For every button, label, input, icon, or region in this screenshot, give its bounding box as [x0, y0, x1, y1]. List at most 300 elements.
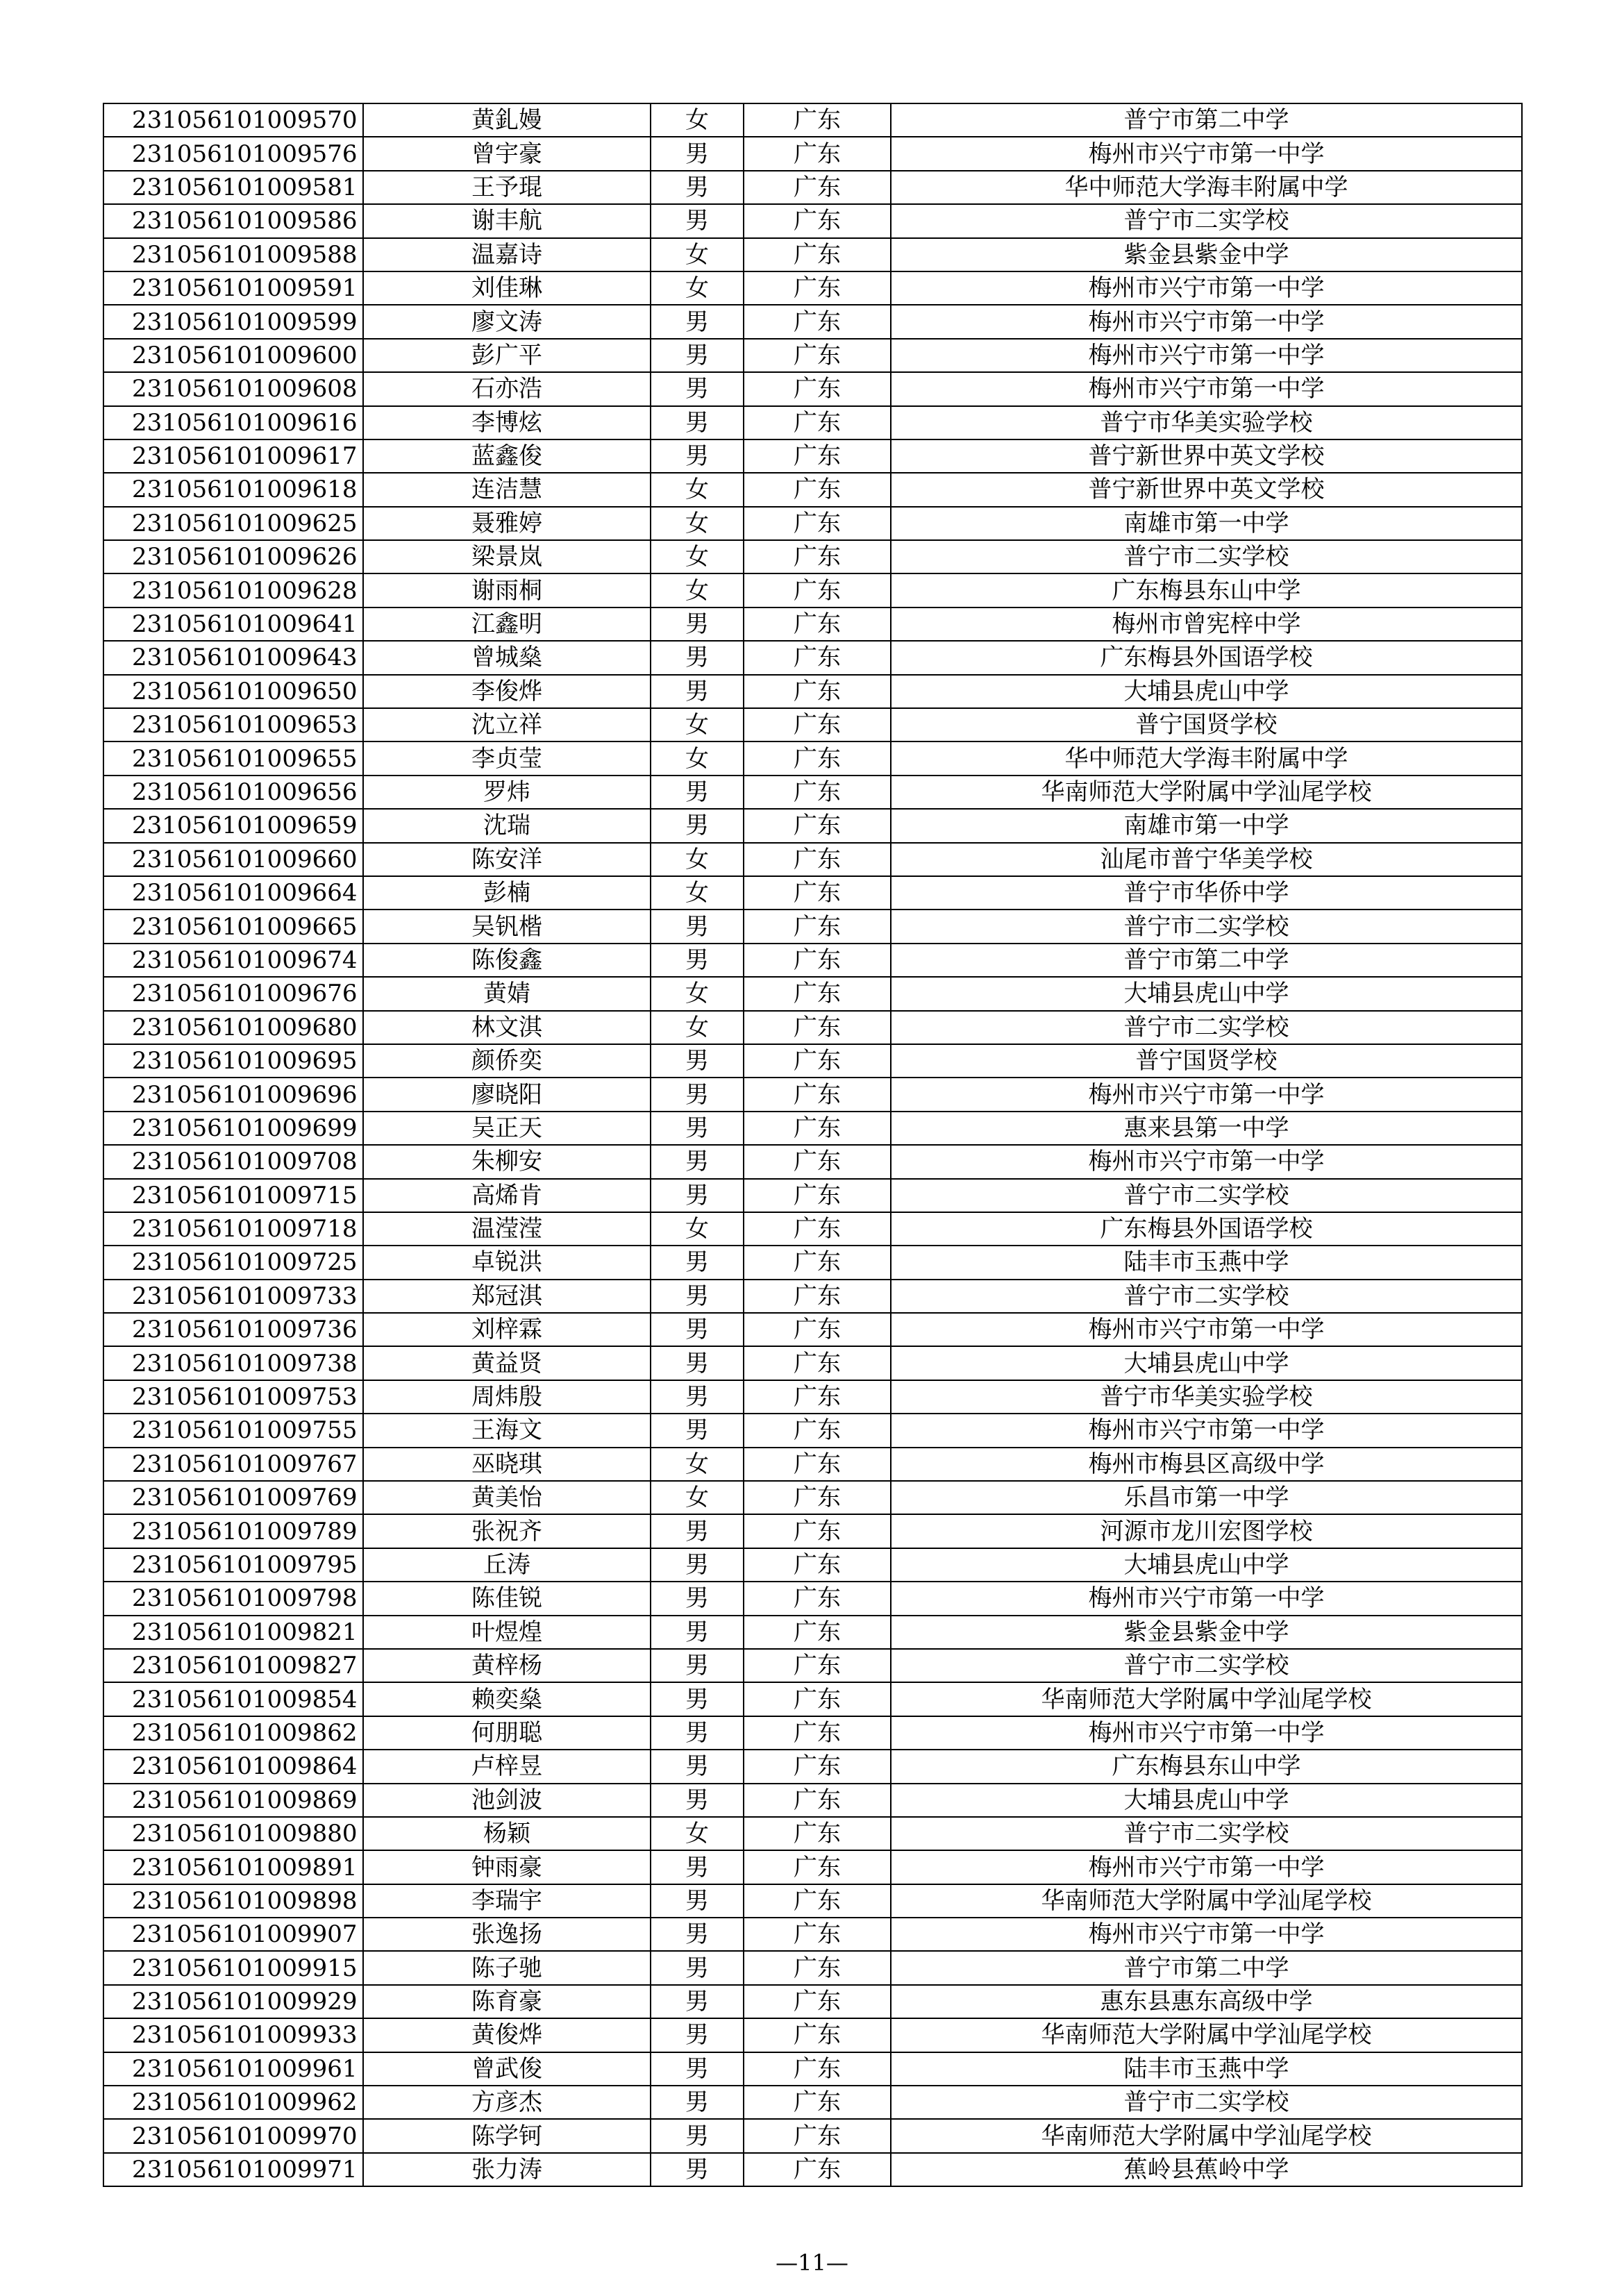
exam-id-cell: 231056101009676	[103, 977, 363, 1010]
exam-id-cell: 231056101009660	[103, 843, 363, 876]
gender-cell: 女	[651, 1212, 744, 1246]
table-row	[103, 1078, 1522, 1111]
province-cell: 广东	[744, 1044, 891, 1078]
gender-cell: 男	[651, 2153, 744, 2186]
table-row	[103, 776, 1522, 809]
province-cell: 广东	[744, 238, 891, 271]
name-cell: 彭广平	[363, 339, 651, 372]
school-cell: 普宁市华美实验学校	[891, 1380, 1522, 1414]
name-cell: 李贞莹	[363, 741, 651, 775]
name-cell: 温滢滢	[363, 1212, 651, 1246]
province-cell: 广东	[744, 1784, 891, 1817]
exam-id-cell: 231056101009616	[103, 406, 363, 439]
province-cell: 广东	[744, 1481, 891, 1514]
exam-id-cell: 231056101009971	[103, 2153, 363, 2186]
exam-id-cell: 231056101009576	[103, 137, 363, 170]
table-row	[103, 809, 1522, 842]
name-cell: 张逸扬	[363, 1918, 651, 1951]
school-cell: 普宁市华美实验学校	[891, 406, 1522, 439]
exam-id-cell: 231056101009880	[103, 1817, 363, 1850]
table-row	[103, 1784, 1522, 1817]
name-cell: 杨颖	[363, 1817, 651, 1850]
school-cell: 普宁市二实学校	[891, 1817, 1522, 1850]
name-cell: 吴钒楷	[363, 910, 651, 943]
school-cell: 紫金县紫金中学	[891, 1616, 1522, 1649]
name-cell: 廖文涛	[363, 305, 651, 338]
gender-cell: 男	[651, 1514, 744, 1548]
gender-cell: 男	[651, 2119, 744, 2152]
province-cell: 广东	[744, 507, 891, 540]
province-cell: 广东	[744, 271, 891, 305]
table-row	[103, 1750, 1522, 1783]
exam-id-cell: 231056101009715	[103, 1179, 363, 1212]
province-cell: 广东	[744, 809, 891, 842]
school-cell: 普宁市华侨中学	[891, 876, 1522, 910]
table-row	[103, 1246, 1522, 1279]
gender-cell: 男	[651, 607, 744, 641]
exam-id-cell: 231056101009915	[103, 1951, 363, 1984]
table-row	[103, 1414, 1522, 1447]
school-cell: 普宁市第二中学	[891, 103, 1522, 137]
table-row	[103, 473, 1522, 506]
table-row	[103, 1649, 1522, 1682]
gender-cell: 女	[651, 843, 744, 876]
table-row	[103, 406, 1522, 439]
province-cell: 广东	[744, 876, 891, 910]
gender-cell: 男	[651, 1346, 744, 1380]
table-row	[103, 2086, 1522, 2119]
exam-id-cell: 231056101009864	[103, 1750, 363, 1783]
gender-cell: 男	[651, 305, 744, 338]
gender-cell: 男	[651, 2018, 744, 2052]
exam-id-cell: 231056101009718	[103, 1212, 363, 1246]
gender-cell: 男	[651, 2052, 744, 2086]
province-cell: 广东	[744, 1616, 891, 1649]
table-row	[103, 675, 1522, 708]
school-cell: 普宁市二实学校	[891, 1649, 1522, 1682]
table-row	[103, 271, 1522, 305]
name-cell: 陈学钶	[363, 2119, 651, 2152]
school-cell: 华南师范大学附属中学汕尾学校	[891, 1682, 1522, 1716]
name-cell: 丘涛	[363, 1548, 651, 1582]
school-cell: 普宁市二实学校	[891, 540, 1522, 573]
table-row	[103, 1044, 1522, 1078]
table-row	[103, 1145, 1522, 1178]
gender-cell: 男	[651, 1616, 744, 1649]
table-row	[103, 607, 1522, 641]
exam-id-cell: 231056101009736	[103, 1313, 363, 1346]
province-cell: 广东	[744, 1884, 891, 1918]
name-cell: 吴正天	[363, 1112, 651, 1145]
school-cell: 梅州市兴宁市第一中学	[891, 1078, 1522, 1111]
gender-cell: 男	[651, 1850, 744, 1884]
school-cell: 普宁市二实学校	[891, 910, 1522, 943]
table-row	[103, 339, 1522, 372]
name-cell: 何朋聪	[363, 1716, 651, 1750]
name-cell: 周炜殷	[363, 1380, 651, 1414]
province-cell: 广东	[744, 204, 891, 237]
school-cell: 华南师范大学附属中学汕尾学校	[891, 2018, 1522, 2052]
exam-id-cell: 231056101009827	[103, 1649, 363, 1682]
table-row	[103, 1011, 1522, 1044]
province-cell: 广东	[744, 339, 891, 372]
school-cell: 大埔县虎山中学	[891, 977, 1522, 1010]
table-row	[103, 843, 1522, 876]
school-cell: 梅州市兴宁市第一中学	[891, 1582, 1522, 1615]
exam-id-cell: 231056101009680	[103, 1011, 363, 1044]
school-cell: 陆丰市玉燕中学	[891, 2052, 1522, 2086]
school-cell: 大埔县虎山中学	[891, 675, 1522, 708]
school-cell: 大埔县虎山中学	[891, 1548, 1522, 1582]
name-cell: 聂雅婷	[363, 507, 651, 540]
name-cell: 朱柳安	[363, 1145, 651, 1178]
name-cell: 彭楠	[363, 876, 651, 910]
name-cell: 黄美怡	[363, 1481, 651, 1514]
school-cell: 梅州市梅县区高级中学	[891, 1448, 1522, 1481]
name-cell: 李俊烨	[363, 675, 651, 708]
exam-id-cell: 231056101009821	[103, 1616, 363, 1649]
exam-id-cell: 231056101009738	[103, 1346, 363, 1380]
province-cell: 广东	[744, 977, 891, 1010]
exam-id-cell: 231056101009696	[103, 1078, 363, 1111]
exam-id-cell: 231056101009854	[103, 1682, 363, 1716]
gender-cell: 男	[651, 1179, 744, 1212]
gender-cell: 女	[651, 1011, 744, 1044]
gender-cell: 女	[651, 741, 744, 775]
name-cell: 叶煜煌	[363, 1616, 651, 1649]
exam-id-cell: 231056101009626	[103, 540, 363, 573]
table-row	[103, 708, 1522, 741]
province-cell: 广东	[744, 1582, 891, 1615]
name-cell: 黄益贤	[363, 1346, 651, 1380]
gender-cell: 男	[651, 910, 744, 943]
gender-cell: 女	[651, 1817, 744, 1850]
gender-cell: 女	[651, 507, 744, 540]
school-cell: 普宁市二实学校	[891, 1011, 1522, 1044]
name-cell: 卢梓昱	[363, 1750, 651, 1783]
province-cell: 广东	[744, 675, 891, 708]
gender-cell: 男	[651, 2086, 744, 2119]
province-cell: 广东	[744, 1346, 891, 1380]
name-cell: 罗炜	[363, 776, 651, 809]
gender-cell: 女	[651, 1481, 744, 1514]
school-cell: 普宁新世界中英文学校	[891, 439, 1522, 473]
school-cell: 华中师范大学海丰附属中学	[891, 741, 1522, 775]
table-row	[103, 1280, 1522, 1313]
school-cell: 普宁市第二中学	[891, 1951, 1522, 1984]
name-cell: 梁景岚	[363, 540, 651, 573]
province-cell: 广东	[744, 406, 891, 439]
school-cell: 南雄市第一中学	[891, 507, 1522, 540]
name-cell: 陈子驰	[363, 1951, 651, 1984]
gender-cell: 男	[651, 1078, 744, 1111]
table-row	[103, 1884, 1522, 1918]
exam-id-cell: 231056101009907	[103, 1918, 363, 1951]
exam-id-cell: 231056101009581	[103, 171, 363, 204]
exam-id-cell: 231056101009962	[103, 2086, 363, 2119]
exam-id-cell: 231056101009699	[103, 1112, 363, 1145]
gender-cell: 女	[651, 1448, 744, 1481]
name-cell: 刘梓霖	[363, 1313, 651, 1346]
table-row	[103, 540, 1522, 573]
name-cell: 谢丰航	[363, 204, 651, 237]
gender-cell: 男	[651, 1682, 744, 1716]
province-cell: 广东	[744, 944, 891, 977]
school-cell: 惠来县第一中学	[891, 1112, 1522, 1145]
school-cell: 广东梅县东山中学	[891, 573, 1522, 607]
exam-id-cell: 231056101009733	[103, 1280, 363, 1313]
school-cell: 梅州市兴宁市第一中学	[891, 1850, 1522, 1884]
gender-cell: 男	[651, 1716, 744, 1750]
exam-id-cell: 231056101009600	[103, 339, 363, 372]
exam-id-cell: 231056101009628	[103, 573, 363, 607]
gender-cell: 男	[651, 1784, 744, 1817]
table-row	[103, 372, 1522, 405]
name-cell: 王予琨	[363, 171, 651, 204]
province-cell: 广东	[744, 843, 891, 876]
table-row	[103, 1514, 1522, 1548]
table-row	[103, 305, 1522, 338]
table-row	[103, 2052, 1522, 2086]
gender-cell: 男	[651, 339, 744, 372]
gender-cell: 女	[651, 103, 744, 137]
province-cell: 广东	[744, 473, 891, 506]
school-cell: 梅州市兴宁市第一中学	[891, 1313, 1522, 1346]
table-row	[103, 439, 1522, 473]
exam-id-cell: 231056101009656	[103, 776, 363, 809]
gender-cell: 男	[651, 1414, 744, 1447]
exam-id-cell: 231056101009970	[103, 2119, 363, 2152]
school-cell: 普宁市第二中学	[891, 944, 1522, 977]
exam-id-cell: 231056101009655	[103, 741, 363, 775]
school-cell: 华南师范大学附属中学汕尾学校	[891, 776, 1522, 809]
province-cell: 广东	[744, 1380, 891, 1414]
name-cell: 陈俊鑫	[363, 944, 651, 977]
name-cell: 谢雨桐	[363, 573, 651, 607]
school-cell: 蕉岭县蕉岭中学	[891, 2153, 1522, 2186]
gender-cell: 男	[651, 372, 744, 405]
school-cell: 梅州市兴宁市第一中学	[891, 305, 1522, 338]
name-cell: 张力涛	[363, 2153, 651, 2186]
exam-id-cell: 231056101009898	[103, 1884, 363, 1918]
table-row	[103, 1380, 1522, 1414]
province-cell: 广东	[744, 708, 891, 741]
table-row	[103, 741, 1522, 775]
exam-id-cell: 231056101009588	[103, 238, 363, 271]
name-cell: 黄俊烨	[363, 2018, 651, 2052]
name-cell: 卓锐洪	[363, 1246, 651, 1279]
exam-id-cell: 231056101009798	[103, 1582, 363, 1615]
province-cell: 广东	[744, 1145, 891, 1178]
name-cell: 沈立祥	[363, 708, 651, 741]
name-cell: 江鑫明	[363, 607, 651, 641]
province-cell: 广东	[744, 1280, 891, 1313]
name-cell: 廖晓阳	[363, 1078, 651, 1111]
gender-cell: 男	[651, 1246, 744, 1279]
school-cell: 梅州市兴宁市第一中学	[891, 1918, 1522, 1951]
table-row	[103, 1179, 1522, 1212]
gender-cell: 男	[651, 171, 744, 204]
province-cell: 广东	[744, 607, 891, 641]
exam-id-cell: 231056101009674	[103, 944, 363, 977]
table-row	[103, 2018, 1522, 2052]
province-cell: 广东	[744, 1448, 891, 1481]
name-cell: 沈瑞	[363, 809, 651, 842]
school-cell: 普宁国贤学校	[891, 1044, 1522, 1078]
province-cell: 广东	[744, 372, 891, 405]
exam-id-cell: 231056101009618	[103, 473, 363, 506]
school-cell: 华南师范大学附属中学汕尾学校	[891, 2119, 1522, 2152]
name-cell: 钟雨豪	[363, 1850, 651, 1884]
province-cell: 广东	[744, 641, 891, 674]
province-cell: 广东	[744, 1246, 891, 1279]
exam-id-cell: 231056101009653	[103, 708, 363, 741]
province-cell: 广东	[744, 439, 891, 473]
gender-cell: 女	[651, 708, 744, 741]
table-row	[103, 1448, 1522, 1481]
table-row	[103, 977, 1522, 1010]
exam-id-cell: 231056101009643	[103, 641, 363, 674]
gender-cell: 男	[651, 641, 744, 674]
table-row	[103, 1313, 1522, 1346]
exam-id-cell: 231056101009695	[103, 1044, 363, 1078]
exam-id-cell: 231056101009586	[103, 204, 363, 237]
school-cell: 梅州市兴宁市第一中学	[891, 1716, 1522, 1750]
name-cell: 陈佳锐	[363, 1582, 651, 1615]
exam-id-cell: 231056101009929	[103, 1985, 363, 2018]
exam-id-cell: 231056101009599	[103, 305, 363, 338]
gender-cell: 女	[651, 876, 744, 910]
gender-cell: 男	[651, 1985, 744, 2018]
exam-id-cell: 231056101009617	[103, 439, 363, 473]
province-cell: 广东	[744, 1716, 891, 1750]
province-cell: 广东	[744, 540, 891, 573]
province-cell: 广东	[744, 1548, 891, 1582]
school-cell: 梅州市兴宁市第一中学	[891, 339, 1522, 372]
exam-id-cell: 231056101009625	[103, 507, 363, 540]
exam-id-cell: 231056101009664	[103, 876, 363, 910]
name-cell: 赖奕燊	[363, 1682, 651, 1716]
gender-cell: 女	[651, 977, 744, 1010]
province-cell: 广东	[744, 2119, 891, 2152]
name-cell: 刘佳琳	[363, 271, 651, 305]
province-cell: 广东	[744, 2086, 891, 2119]
exam-id-cell: 231056101009789	[103, 1514, 363, 1548]
exam-id-cell: 231056101009641	[103, 607, 363, 641]
name-cell: 李瑞宇	[363, 1884, 651, 1918]
exam-id-cell: 231056101009755	[103, 1414, 363, 1447]
name-cell: 石亦浩	[363, 372, 651, 405]
province-cell: 广东	[744, 171, 891, 204]
gender-cell: 女	[651, 540, 744, 573]
school-cell: 梅州市兴宁市第一中学	[891, 1145, 1522, 1178]
table-row	[103, 2119, 1522, 2152]
exam-id-cell: 231056101009795	[103, 1548, 363, 1582]
gender-cell: 男	[651, 1044, 744, 1078]
table-row	[103, 910, 1522, 943]
province-cell: 广东	[744, 1817, 891, 1850]
province-cell: 广东	[744, 103, 891, 137]
gender-cell: 女	[651, 573, 744, 607]
table-row	[103, 2153, 1522, 2186]
province-cell: 广东	[744, 1682, 891, 1716]
exam-id-cell: 231056101009869	[103, 1784, 363, 1817]
province-cell: 广东	[744, 2153, 891, 2186]
name-cell: 高烯肯	[363, 1179, 651, 1212]
roster-table	[103, 103, 1523, 2187]
gender-cell: 男	[651, 204, 744, 237]
school-cell: 梅州市兴宁市第一中学	[891, 137, 1522, 170]
table-row	[103, 137, 1522, 170]
table-row	[103, 1112, 1522, 1145]
school-cell: 普宁市二实学校	[891, 204, 1522, 237]
name-cell: 郑冠淇	[363, 1280, 651, 1313]
gender-cell: 男	[651, 1280, 744, 1313]
school-cell: 广东梅县外国语学校	[891, 1212, 1522, 1246]
exam-id-cell: 231056101009665	[103, 910, 363, 943]
table-row	[103, 1985, 1522, 2018]
table-row	[103, 1716, 1522, 1750]
province-cell: 广东	[744, 776, 891, 809]
school-cell: 河源市龙川宏图学校	[891, 1514, 1522, 1548]
province-cell: 广东	[744, 1212, 891, 1246]
school-cell: 普宁国贤学校	[891, 708, 1522, 741]
school-cell: 广东梅县东山中学	[891, 1750, 1522, 1783]
name-cell: 颜侨奕	[363, 1044, 651, 1078]
school-cell: 乐昌市第一中学	[891, 1481, 1522, 1514]
exam-id-cell: 231056101009608	[103, 372, 363, 405]
school-cell: 广东梅县外国语学校	[891, 641, 1522, 674]
table-row	[103, 204, 1522, 237]
roster-table-body	[103, 103, 1522, 2186]
school-cell: 紫金县紫金中学	[891, 238, 1522, 271]
province-cell: 广东	[744, 1649, 891, 1682]
school-cell: 大埔县虎山中学	[891, 1784, 1522, 1817]
exam-id-cell: 231056101009753	[103, 1380, 363, 1414]
table-row	[103, 171, 1522, 204]
province-cell: 广东	[744, 1514, 891, 1548]
table-row	[103, 1481, 1522, 1514]
table-row	[103, 1918, 1522, 1951]
school-cell: 普宁市二实学校	[891, 1280, 1522, 1313]
exam-id-cell: 231056101009862	[103, 1716, 363, 1750]
school-cell: 普宁市二实学校	[891, 1179, 1522, 1212]
name-cell: 黄釓嫚	[363, 103, 651, 137]
name-cell: 巫晓琪	[363, 1448, 651, 1481]
school-cell: 梅州市曾宪梓中学	[891, 607, 1522, 641]
province-cell: 广东	[744, 2052, 891, 2086]
province-cell: 广东	[744, 1850, 891, 1884]
province-cell: 广东	[744, 910, 891, 943]
gender-cell: 男	[651, 1951, 744, 1984]
gender-cell: 男	[651, 776, 744, 809]
name-cell: 陈育豪	[363, 1985, 651, 2018]
school-cell: 惠东县惠东高级中学	[891, 1985, 1522, 2018]
gender-cell: 男	[651, 1918, 744, 1951]
exam-id-cell: 231056101009961	[103, 2052, 363, 2086]
province-cell: 广东	[744, 1750, 891, 1783]
province-cell: 广东	[744, 1951, 891, 1984]
gender-cell: 男	[651, 137, 744, 170]
table-row	[103, 1850, 1522, 1884]
name-cell: 温嘉诗	[363, 238, 651, 271]
province-cell: 广东	[744, 1918, 891, 1951]
table-row	[103, 507, 1522, 540]
province-cell: 广东	[744, 1179, 891, 1212]
gender-cell: 男	[651, 439, 744, 473]
name-cell: 张祝齐	[363, 1514, 651, 1548]
province-cell: 广东	[744, 741, 891, 775]
